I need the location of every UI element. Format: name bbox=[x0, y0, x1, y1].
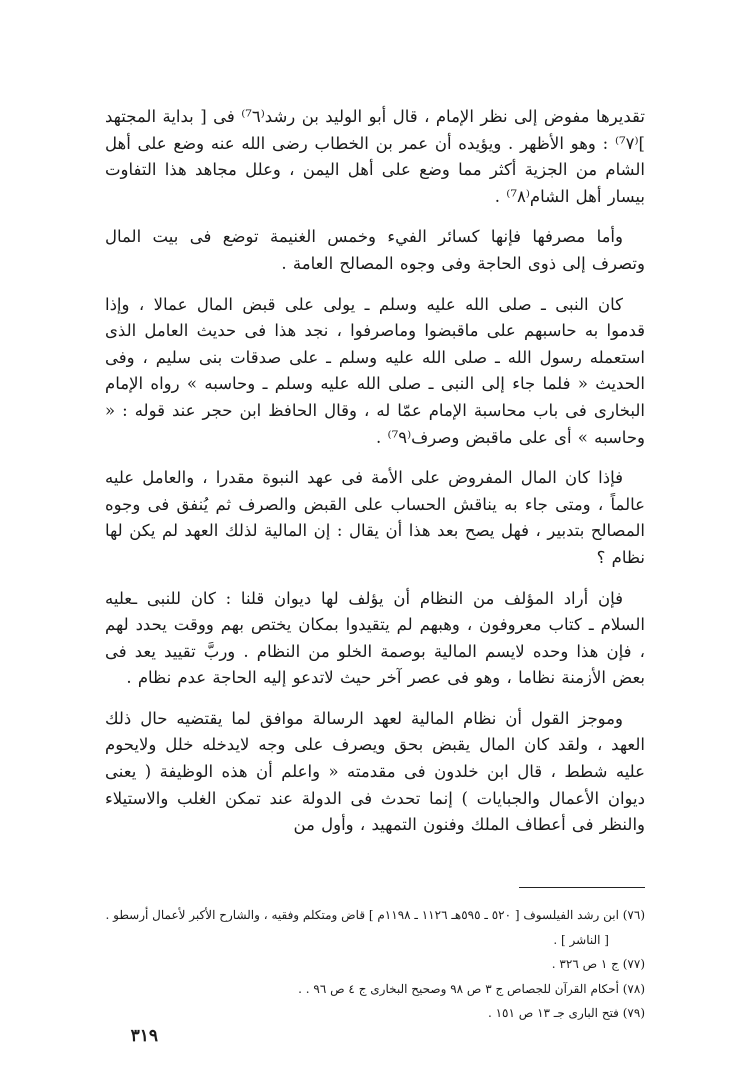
footnote-79: (٧٩) فتح البارى جـ ١٣ ص ١٥١ . bbox=[487, 1006, 645, 1020]
paragraph-6: وموجز القول أن نظام المالية لعهد الرسالة موافق لما يقتضيه حال ذلك العهد ، ولقد كان المال يقبض بحق ويصرف على وجه لايدخله خلل ولايحوم عليه شطط ، قال ابن خلدون فى مقدمته « واعلم أن هذه الوظيفة ( يعنى ديوان الأعمال والجبايات ) إنما تحدث فى الدولة عند تمكن الغلب والاستيلاء والنظر فى أعطاف الملك وفنون التمهيد ، وأول من bbox=[105, 708, 645, 835]
body-text bbox=[105, 104, 645, 853]
paragraph-1: تقديرها مفوض إلى نظر الإمام ، قال أبو الوليد بن رشد⁽⁷٦⁾ فى [ بداية المجتهد ]⁽⁷٧⁾ : وهو الأظهر . ويؤيده أن عمر بن الخطاب رضى الله عنه وضع على أهل الشام من الجزية أكثر مما وضع على أهل اليمن ، وعلل مجاهد هذا التفاوت بيسار أهل الشام⁽⁷٨⁾ . bbox=[105, 107, 645, 206]
footnotes bbox=[105, 903, 645, 1026]
paragraph-5: فإن أراد المؤلف من النظام أن يؤلف لها ديوان قلنا : كان للنبى ـعليه السلام ـ كتاب معروفون ، وهبهم لم يتقيدوا بمكان يختص بهم ووقت يحدد لهم ، فإن هذا وحده لايسم المالية بوصمة الخلو من النظام . وربَّ تقييد يعد فى بعض الأزمنة نظاما ، وهو فى عصر آخر حيث لاتدعو إليه الحاجة عدم نظام . bbox=[105, 588, 645, 688]
footnote-78: (٧٨) أحكام القرآن للجصاص ج ٣ ص ٩٨ وصحيح البخارى ج ٤ ص ٩٦ . . bbox=[298, 981, 645, 996]
footnote-76: (٧٦) ابن رشد الفيلسوف [ ٥٢٠ ـ ٥٩٥هـ ١١٢٦ ـ ١١٩٨م ] قاض ومتكلم وفقيه ، والشارح الأكبر لأعمال أرسطو . bbox=[105, 908, 645, 922]
paragraph-4: فإذا كان المال المفروض على الأمة فى عهد النبوة مقدرا ، والعامل عليه عالماً ، ومتى جاء به يناقش الحساب على القبض والصرف ثم يُنفق فى وجوه المصالح بتدبير ، فهل يصح بعد هذا أن يقال : إن المالية لذلك العهد لم يكن لها نظام ؟ bbox=[105, 468, 645, 567]
paragraph-3: كان النبى ـ صلى الله عليه وسلم ـ يولى على قبض المال عمالا ، وإذا قدموا به حاسبهم على ماقبضوا وماصرفوا ، نجد هذا فى حديث العامل الذى استعمله رسول الله ـ صلى الله عليه وسلم ـ على صدقات بنى سليم ، وفى الحديث « فلما جاء إلى النبى ـ صلى الله عليه وسلم ـ وحاسبه » رواه الإمام البخارى فى باب محاسبة الإمام عمّا له ، وقال الحافظ ابن حجر عند قوله : « وحاسبه » أى على ماقبض وصرف⁽⁷٩⁾ . bbox=[105, 294, 645, 447]
page-number: ٣١٩ bbox=[130, 1026, 158, 1046]
footnote-76-publisher-note: [ الناشر ] . bbox=[553, 932, 609, 947]
footnote-77: (٧٧) ج ١ ص ٣٢٦ . bbox=[551, 957, 645, 971]
footnote-divider bbox=[519, 887, 645, 888]
paragraph-2: وأما مصرفها فإنها كسائر الفيء وخمس الغنيمة توضع فى بيت المال وتصرف إلى ذوى الحاجة وفى وجوه المصالح العامة . bbox=[105, 227, 645, 273]
